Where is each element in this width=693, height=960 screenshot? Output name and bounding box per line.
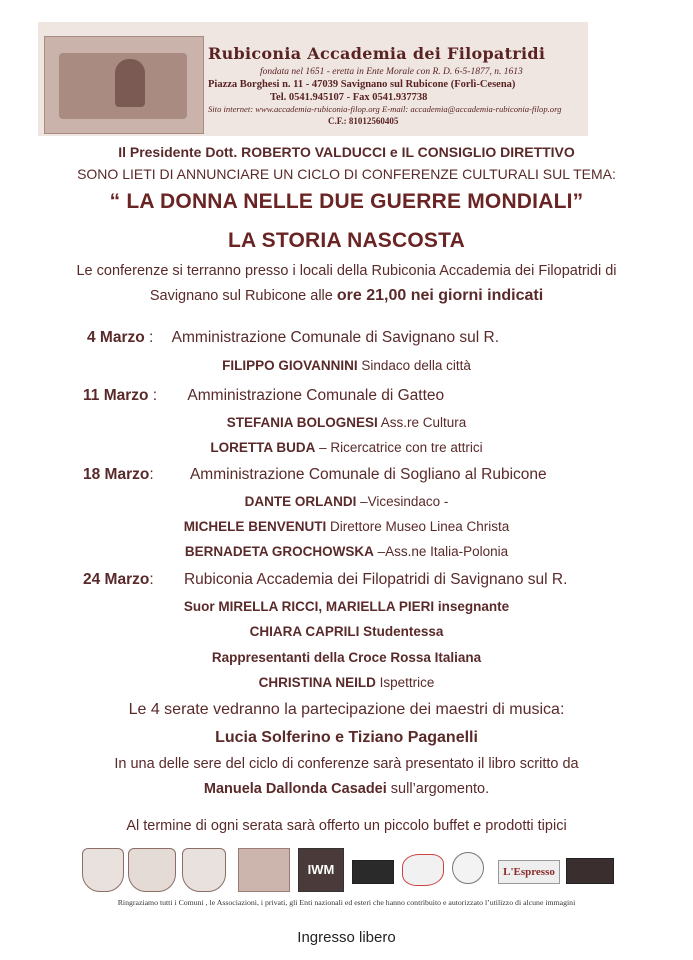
- speaker-name: LORETTA BUDA: [210, 440, 316, 455]
- session-11-marzo: [83, 387, 444, 405]
- speaker-line: [0, 440, 693, 455]
- speaker-name: MICHELE BENVENUTI: [183, 519, 327, 534]
- speaker-line: [0, 519, 693, 534]
- speaker-name: Rappresentanti della Croce Rossa Italiana: [211, 650, 482, 665]
- academy-address: Piazza Borghesi n. 11 - 47039 Savignano sul Rubicone (Forlì-Cesena): [208, 79, 516, 90]
- session-24-marzo: [83, 571, 567, 589]
- speaker-role: Ass.re Cultura: [377, 415, 467, 430]
- academy-phone: Tel. 0541.945107 - Fax 0541.937738: [270, 92, 428, 103]
- poland-map-icon: [402, 854, 444, 886]
- session-separator: :: [149, 466, 154, 483]
- academy-crest-icon: [44, 36, 204, 134]
- music-announcement: Le 4 serate vedranno la partecipazione dei maestri di musica:: [128, 701, 565, 718]
- speaker-line: [0, 624, 693, 639]
- speaker-role: Direttore Museo Linea Christa: [326, 519, 510, 534]
- cycle-announcement: SONO LIETI DI ANNUNCIARE UN CICLO DI CONFERENZE CULTURALI SUL TEMA:: [77, 166, 616, 182]
- speaker-role: –Vicesindaco -: [356, 494, 449, 509]
- espresso-logo: L'Espresso: [498, 860, 560, 884]
- speaker-name: CHRISTINA NEILD: [258, 675, 376, 690]
- speaker-role: –Ass.ne Italia-Polonia: [373, 544, 509, 559]
- session-separator: :: [149, 329, 154, 346]
- speaker-role: Ispettrice: [375, 675, 435, 690]
- speaker-line: [0, 544, 693, 559]
- museum-logo-icon: [238, 848, 290, 892]
- speaker-line: [0, 494, 693, 509]
- speaker-name: STEFANIA BOLOGNESI: [226, 415, 378, 430]
- book-topic: sull’argomento.: [386, 781, 490, 797]
- session-4-marzo: [87, 329, 499, 347]
- academy-web-email: Sito internet: www.accademia-rubiconia-filop.org E-mail: accademia@accademia-rubiconia-filop.org: [208, 104, 562, 114]
- session-date: 24 Marzo: [83, 571, 150, 588]
- conference-theme: “ LA DONNA NELLE DUE GUERRE MONDIALI”: [109, 190, 584, 213]
- speaker-name: BERNADETA GROCHOWSKA: [184, 544, 374, 559]
- session-host: Amministrazione Comunale di Savignano sul R.: [171, 329, 500, 346]
- academy-letterhead: [38, 22, 588, 136]
- speaker-name: FILIPPO GIOVANNINI: [222, 358, 358, 373]
- free-entry: Ingresso libero: [297, 929, 396, 946]
- book-announcement: In una delle sere del ciclo di conferenze sarà presentato il libro scritto da: [114, 756, 579, 772]
- dark-logo-icon: [352, 860, 394, 884]
- conference-subtitle: LA STORIA NASCOSTA: [228, 229, 465, 252]
- book-author-line: [0, 781, 693, 797]
- venue-time: ore 21,00 nei giorni indicati: [336, 287, 544, 304]
- speaker-line: [0, 675, 693, 690]
- academy-name: Rubiconia Accademia dei Filopatridi: [208, 44, 546, 63]
- session-host: Rubiconia Accademia dei Filopatridi di Savignano sul R.: [183, 571, 568, 588]
- session-date: 11 Marzo: [83, 387, 149, 404]
- academy-fiscal-code: C.F.: 81012560405: [328, 116, 399, 126]
- speaker-line: [0, 599, 693, 614]
- venue-place: Savignano sul Rubicone alle: [149, 288, 337, 304]
- session-host: Amministrazione Comunale di Sogliano al Rubicone: [189, 466, 547, 483]
- speaker-name: Suor MIRELLA RICCI, MARIELLA PIERI insegnante: [183, 599, 510, 614]
- session-date: 4 Marzo: [87, 329, 145, 346]
- music-performers: Lucia Solferino e Tiziano Paganelli: [215, 729, 478, 746]
- speaker-name: DANTE ORLANDI: [244, 494, 357, 509]
- speaker-role: – Ricercatrice con tre attrici: [315, 440, 483, 455]
- speaker-line: [0, 650, 693, 665]
- session-date: 18 Marzo: [83, 466, 150, 483]
- president-announcement: Il Presidente Dott. ROBERTO VALDUCCI e IL CONSIGLIO DIRETTIVO: [118, 144, 575, 160]
- sponsor-logos: [82, 848, 622, 894]
- session-separator: :: [152, 387, 158, 404]
- speaker-name: CHIARA CAPRILI Studentessa: [249, 624, 444, 639]
- session-host: Amministrazione Comunale di Gatteo: [187, 387, 445, 404]
- acknowledgements: Ringraziamo tutti i Comuni , le Associazioni, i privati, gli Enti nazionali ed esteri che hanno contribuito e autorizzato l’utilizzo di alcune immagini: [117, 898, 576, 907]
- municipal-crest-icon: [82, 848, 124, 892]
- speaker-role: Sindaco della città: [357, 358, 471, 373]
- academy-founding: fondata nel 1651 - eretta in Ente Morale con R. D. 6-5-1877, n. 1613: [260, 67, 523, 77]
- municipal-crest-icon: [128, 848, 176, 892]
- venue-time-line: [0, 287, 693, 305]
- session-18-marzo: [83, 466, 547, 484]
- circular-seal-icon: [452, 852, 484, 884]
- book-author: Manuela Dallonda Casadei: [203, 781, 387, 797]
- venue-line: Le conferenze si terranno presso i locali della Rubiconia Accademia dei Filopatridi di: [76, 263, 617, 279]
- animal-logo-icon: [566, 858, 614, 884]
- buffet-notice: Al termine di ogni serata sarà offerto un piccolo buffet e prodotti tipici: [126, 818, 567, 834]
- municipal-crest-icon: [182, 848, 226, 892]
- iwm-logo: IWM: [298, 848, 344, 892]
- speaker-line: [0, 358, 693, 373]
- session-separator: :: [149, 571, 154, 588]
- speaker-line: [0, 415, 693, 430]
